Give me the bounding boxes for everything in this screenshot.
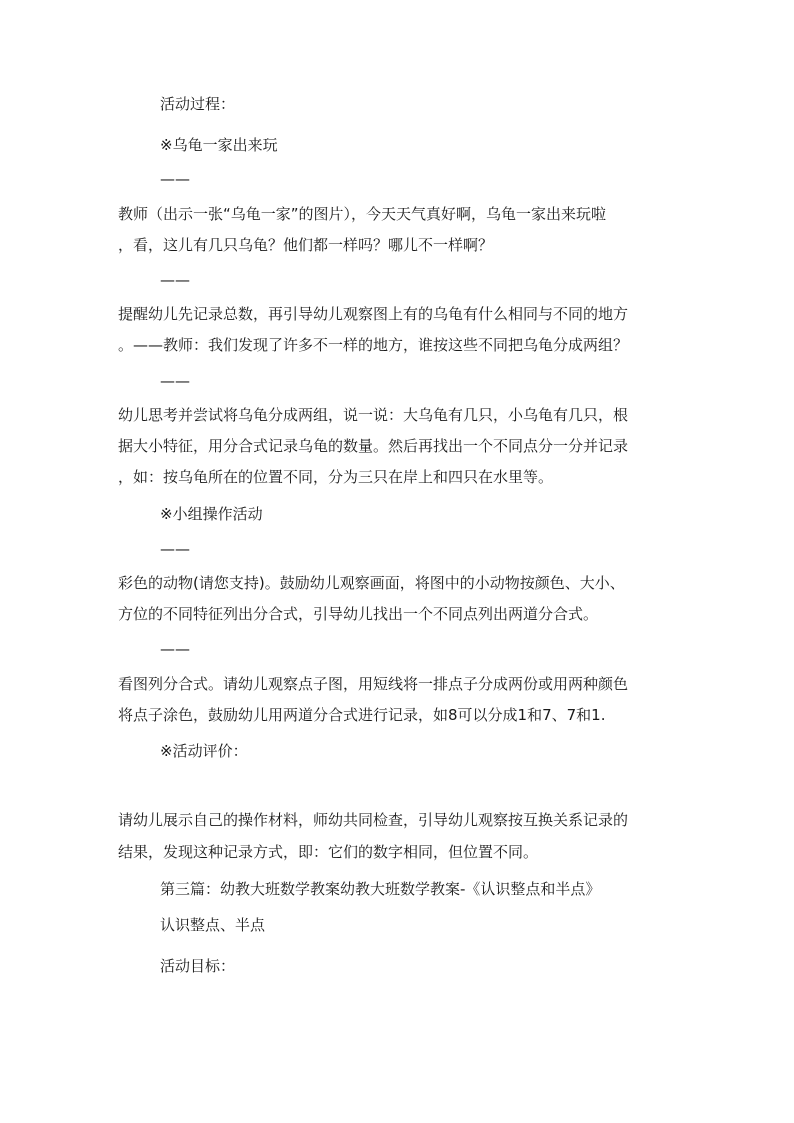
chapter-title: 第三篇：幼教大班数学教案幼教大班数学教案-《认识整点和半点》 — [160, 880, 601, 898]
paragraph-line: 将点子涂色，鼓励幼儿用两道分合式进行记录，如8可以分成1和7、7和1. — [118, 706, 606, 724]
section-heading-evaluation: ※活动评价： — [160, 742, 248, 760]
dash-separator: —— — [160, 271, 190, 289]
subtitle-topic: 认识整点、半点 — [160, 916, 266, 934]
paragraph-line: 幼儿思考并尝试将乌龟分成两组，说一说：大乌龟有几只，小乌龟有几只，根 — [118, 406, 629, 424]
paragraph-line: 请幼儿展示自己的操作材料，师幼共同检查，引导幼儿观察按互换关系记录的 — [118, 811, 629, 829]
dash-separator: —— — [160, 372, 190, 390]
section-heading-group-activity: ※小组操作活动 — [160, 505, 263, 523]
paragraph-line: 提醒幼儿先记录总数，再引导幼儿观察图上有的乌龟有什么相同与不同的地方 — [118, 305, 629, 323]
paragraph-line: 结果，发现这种记录方式，即：它们的数字相同，但位置不同。 — [118, 843, 539, 861]
section-heading-turtle-family: ※乌龟一家出来玩 — [160, 136, 278, 154]
paragraph-line: 彩色的动物(请您支持)。鼓励幼儿观察画面，将图中的小动物按颜色、大小、 — [118, 574, 625, 592]
paragraph-line: ，如：按乌龟所在的位置不同，分为三只在岸上和四只在水里等。 — [118, 468, 554, 486]
heading-activity-process: 活动过程： — [160, 95, 236, 113]
dash-separator: —— — [160, 640, 190, 658]
dash-separator: —— — [160, 170, 190, 188]
paragraph-line: 。——教师：我们发现了许多不一样的地方，谁按这些不同把乌龟分成两组？ — [118, 336, 629, 354]
paragraph-line: 看图列分合式。请幼儿观察点子图，用短线将一排点子分成两份或用两种颜色 — [118, 675, 629, 693]
heading-activity-goals: 活动目标： — [160, 957, 236, 975]
paragraph-line: 方位的不同特征列出分合式，引导幼儿找出一个不同点列出两道分合式。 — [118, 605, 599, 623]
paragraph-line: 据大小特征，用分合式记录乌龟的数量。然后再找出一个不同点分一分并记录 — [118, 437, 629, 455]
paragraph-line: ，看，这儿有几只乌龟？他们都一样吗？哪儿不一样啊？ — [118, 236, 494, 254]
paragraph-line: 教师（出示一张“乌龟一家”的图片），今天天气真好啊，乌龟一家出来玩啦 — [118, 205, 607, 223]
dash-separator: —— — [160, 540, 190, 558]
